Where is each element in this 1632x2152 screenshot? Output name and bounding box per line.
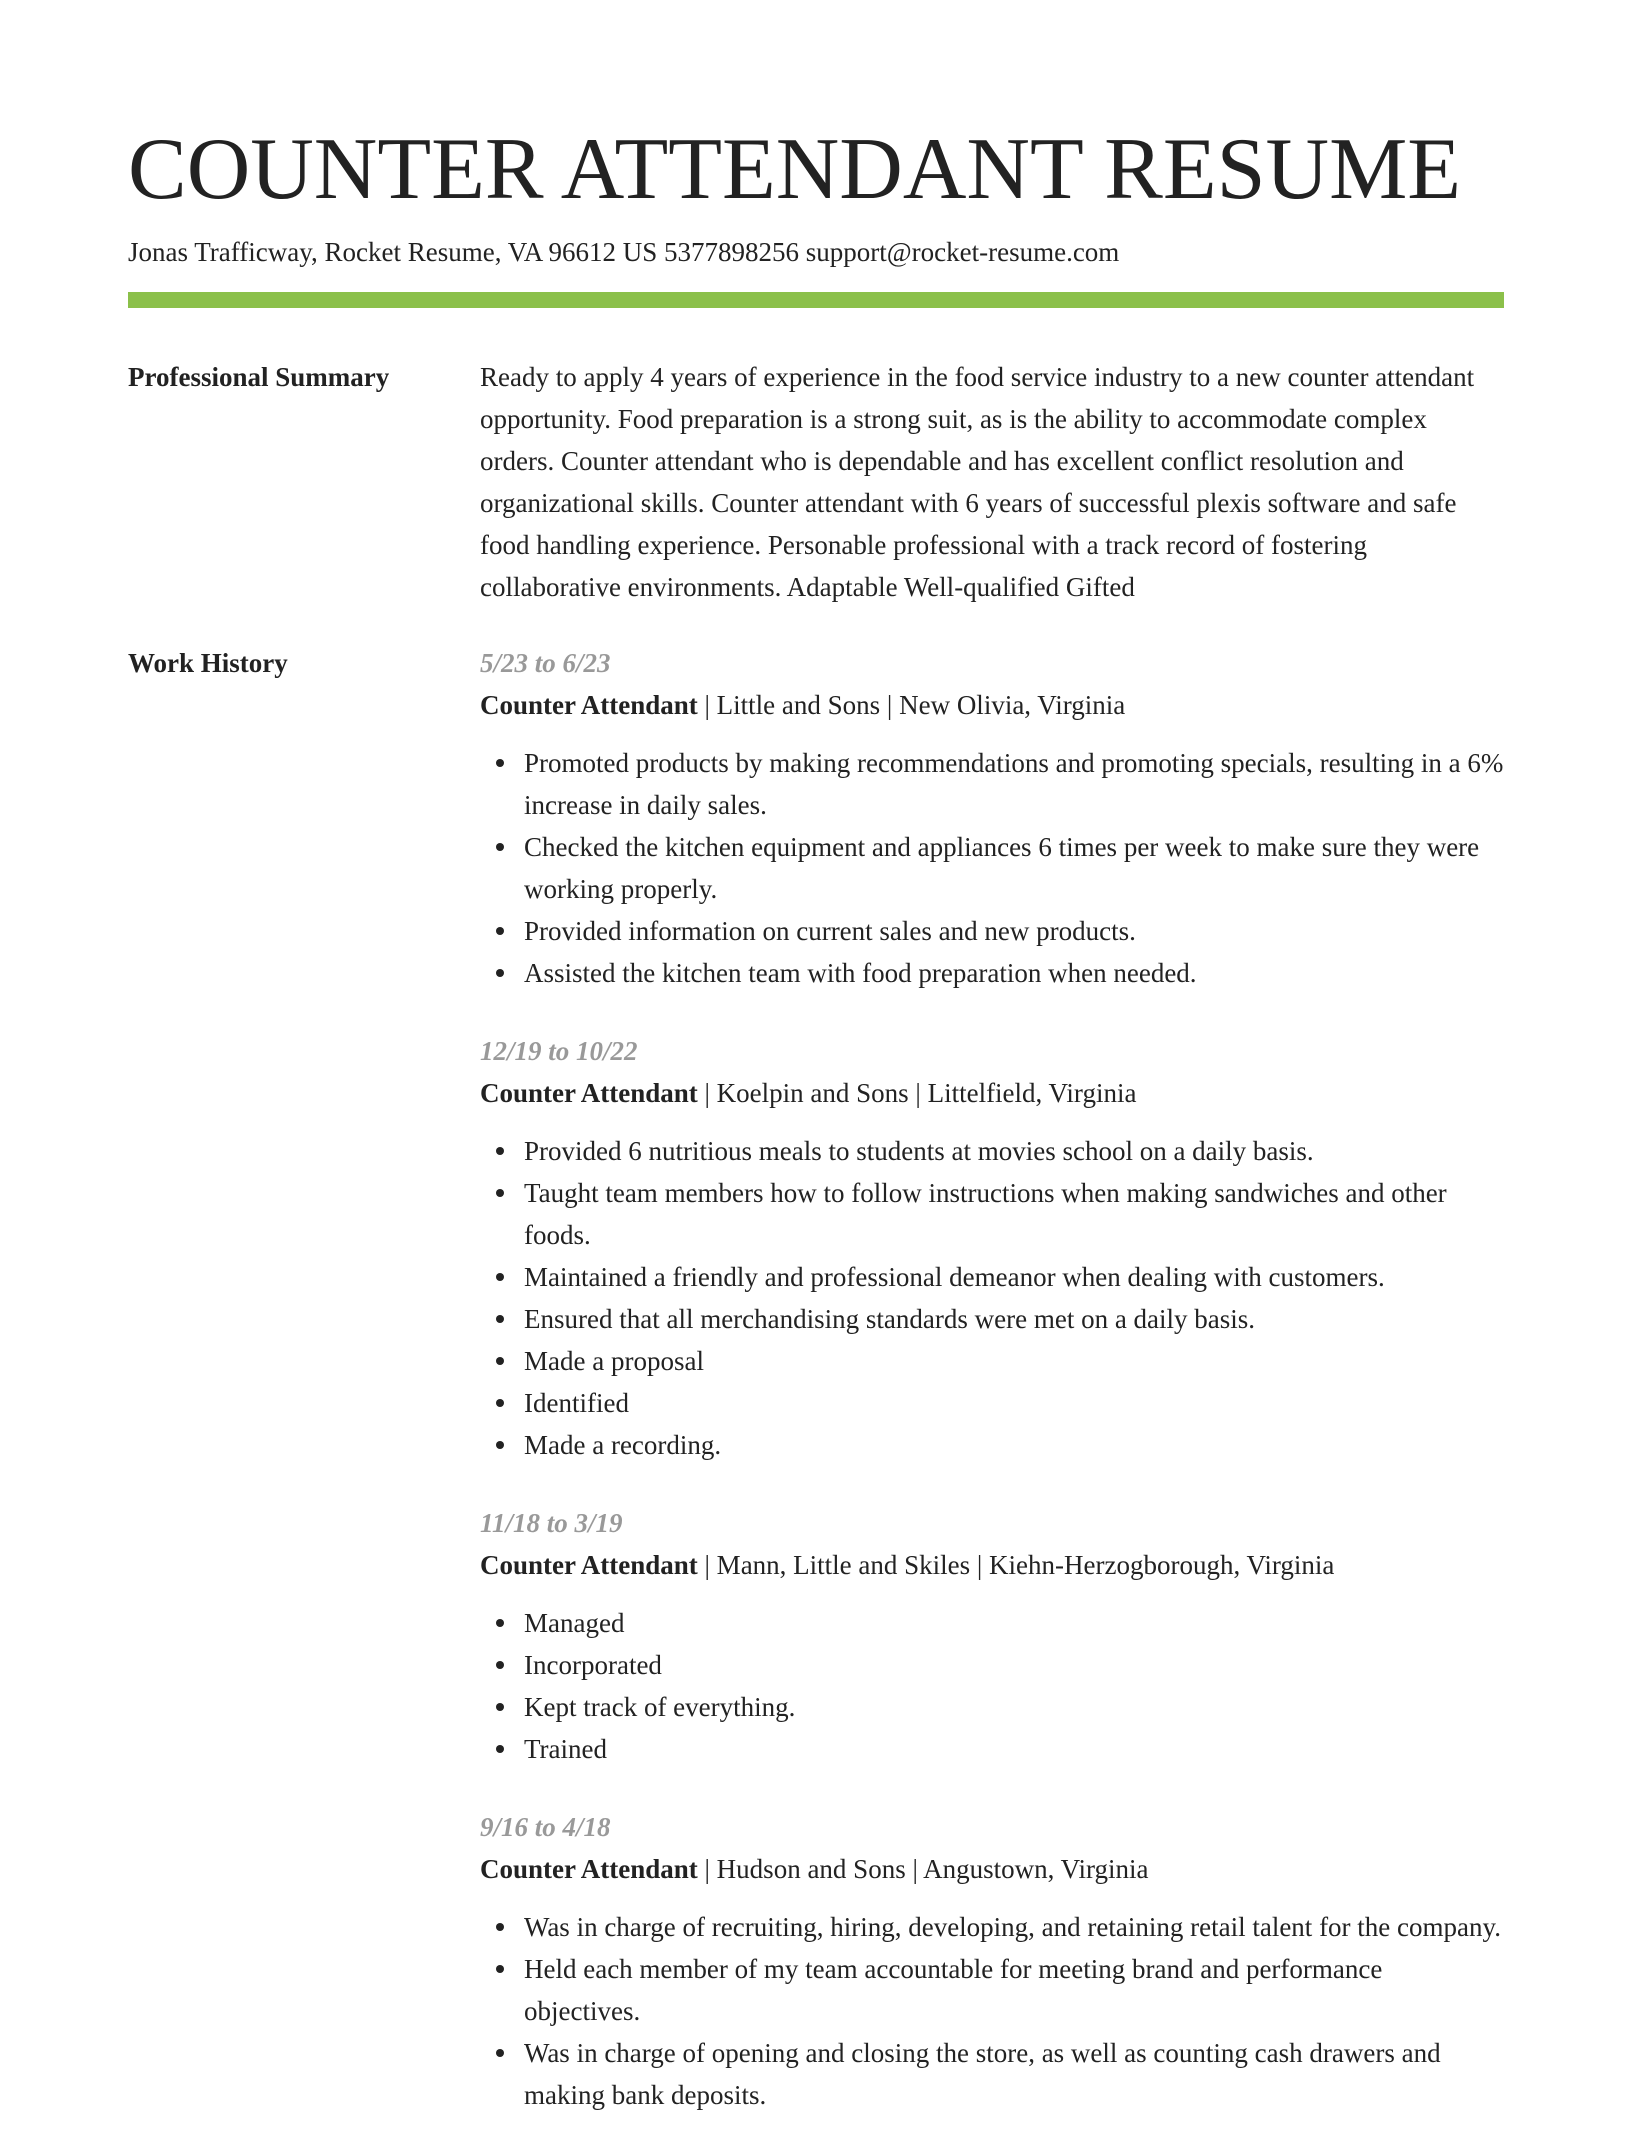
work-history-section <box>128 642 1504 2152</box>
job-bullets <box>480 742 1504 994</box>
resume-page <box>128 118 1504 2152</box>
bullet-text: Taught team members how to follow instructions when making sandwiches and other foods. <box>524 1178 1447 1250</box>
bullet-dot-icon <box>496 1661 504 1669</box>
job-title: Counter Attendant <box>480 1550 698 1580</box>
bullet-dot-icon <box>496 1619 504 1627</box>
bullet-text: Promoted products by making recommendations and promoting specials, resulting in a 6% increase in daily sales. <box>524 748 1504 820</box>
bullet-text: Assisted the kitchen team with food preparation when needed. <box>524 958 1197 988</box>
bullet-text: Kept track of everything. <box>524 1692 796 1722</box>
job-entry <box>480 1502 1504 1770</box>
job-entry <box>480 642 1504 994</box>
job-heading <box>480 1072 1504 1114</box>
contact-city: Rocket Resume, <box>324 237 502 267</box>
bullet-text: Made a recording. <box>524 1430 722 1460</box>
bullet-dot-icon <box>496 2049 504 2057</box>
bullet-dot-icon <box>496 927 504 935</box>
work-history-label: Work History <box>128 648 288 678</box>
bullet-text: Checked the kitchen equipment and appliances 6 times per week to make sure they were working properly. <box>524 832 1480 904</box>
list-item <box>524 1906 1504 1948</box>
bullet-text: Was in charge of recruiting, hiring, developing, and retaining retail talent for the company. <box>524 1912 1501 1942</box>
job-bullets <box>480 1906 1504 2116</box>
bullet-dot-icon <box>496 969 504 977</box>
job-heading <box>480 1848 1504 1890</box>
bullet-text: Held each member of my team accountable for meeting brand and performance objectives. <box>524 1954 1383 2026</box>
job-title: Counter Attendant <box>480 690 698 720</box>
job-employer-location: | Hudson and Sons | Angustown, Virginia <box>697 1854 1149 1884</box>
list-item <box>524 742 1504 826</box>
job-title: Counter Attendant <box>480 1078 698 1108</box>
job-dates: 12/19 to 10/22 <box>480 1036 638 1066</box>
job-heading <box>480 684 1504 726</box>
contact-country: US <box>622 237 658 267</box>
job-dates: 11/18 to 3/19 <box>480 1508 623 1538</box>
list-item <box>524 1340 1504 1382</box>
summary-label: Professional Summary <box>128 362 390 392</box>
contact-name: Jonas Trafficway, <box>128 237 318 267</box>
bullet-dot-icon <box>496 1147 504 1155</box>
bullet-text: Incorporated <box>524 1650 662 1680</box>
bullet-dot-icon <box>496 1189 504 1197</box>
list-item <box>524 1602 1504 1644</box>
job-employer-location: | Little and Sons | New Olivia, Virginia <box>697 690 1126 720</box>
list-item <box>524 1424 1504 1466</box>
bullet-text: Provided 6 nutritious meals to students at movies school on a daily basis. <box>524 1136 1314 1166</box>
bullet-text: Was in charge of opening and closing the store, as well as counting cash drawers and making bank deposits. <box>524 2038 1441 2110</box>
bullet-dot-icon <box>496 1745 504 1753</box>
job-entry <box>480 1030 1504 1466</box>
contact-state-zip: VA 96612 <box>507 237 617 267</box>
job-employer-location: | Mann, Little and Skiles | Kiehn-Herzogborough, Virginia <box>697 1550 1335 1580</box>
summary-section <box>128 356 1504 608</box>
list-item <box>524 1130 1504 1172</box>
jobs-list <box>480 642 1504 2152</box>
bullet-text: Managed <box>524 1608 625 1638</box>
job-bullets <box>480 1130 1504 1466</box>
job-title: Counter Attendant <box>480 1854 698 1884</box>
bullet-dot-icon <box>496 1703 504 1711</box>
list-item <box>524 826 1504 910</box>
bullet-text: Made a proposal <box>524 1346 704 1376</box>
summary-text: Ready to apply 4 years of experience in the food service industry to a new counter attendant opportunity. Food preparation is a strong suit, as is the ability to accommodate complex orders. Counter attendant who is dependable and has excellent conflict resolution and organizational skills. Counter attendant with 6 years of successful plexis software and safe food handling experience. Personable professional with a track record of fostering collaborative environments. Adaptable Well-qualified Gifted <box>480 362 1475 602</box>
contact-line <box>128 234 1504 270</box>
job-entry <box>480 1806 1504 2116</box>
bullet-dot-icon <box>496 1399 504 1407</box>
bullet-dot-icon <box>496 1273 504 1281</box>
bullet-dot-icon <box>496 1965 504 1973</box>
bullet-text: Ensured that all merchandising standards were met on a daily basis. <box>524 1304 1256 1334</box>
bullet-text: Trained <box>524 1734 608 1764</box>
bullet-dot-icon <box>496 1357 504 1365</box>
job-employer-location: | Koelpin and Sons | Littelfield, Virginia <box>697 1078 1137 1108</box>
list-item <box>524 2032 1504 2116</box>
bullet-text: Identified <box>524 1388 629 1418</box>
job-dates: 9/16 to 4/18 <box>480 1812 611 1842</box>
list-item <box>524 910 1504 952</box>
list-item <box>524 1256 1504 1298</box>
resume-title: COUNTER ATTENDANT RESUME <box>128 121 1462 218</box>
list-item <box>524 1382 1504 1424</box>
bullet-dot-icon <box>496 1315 504 1323</box>
job-bullets <box>480 1602 1504 1770</box>
bullet-dot-icon <box>496 1441 504 1449</box>
list-item <box>524 1172 1504 1256</box>
bullet-dot-icon <box>496 843 504 851</box>
bullet-text: Provided information on current sales and new products. <box>524 916 1136 946</box>
contact-email: support@rocket-resume.com <box>805 237 1120 267</box>
list-item <box>524 1728 1504 1770</box>
list-item <box>524 952 1504 994</box>
list-item <box>524 1298 1504 1340</box>
bullet-dot-icon <box>496 1923 504 1931</box>
job-dates: 5/23 to 6/23 <box>480 648 611 678</box>
list-item <box>524 1686 1504 1728</box>
bullet-dot-icon <box>496 759 504 767</box>
bullet-text: Maintained a friendly and professional demeanor when dealing with customers. <box>524 1262 1385 1292</box>
job-heading <box>480 1544 1504 1586</box>
list-item <box>524 1644 1504 1686</box>
header-divider <box>128 292 1504 308</box>
contact-phone: 5377898256 <box>664 237 800 267</box>
list-item <box>524 1948 1504 2032</box>
